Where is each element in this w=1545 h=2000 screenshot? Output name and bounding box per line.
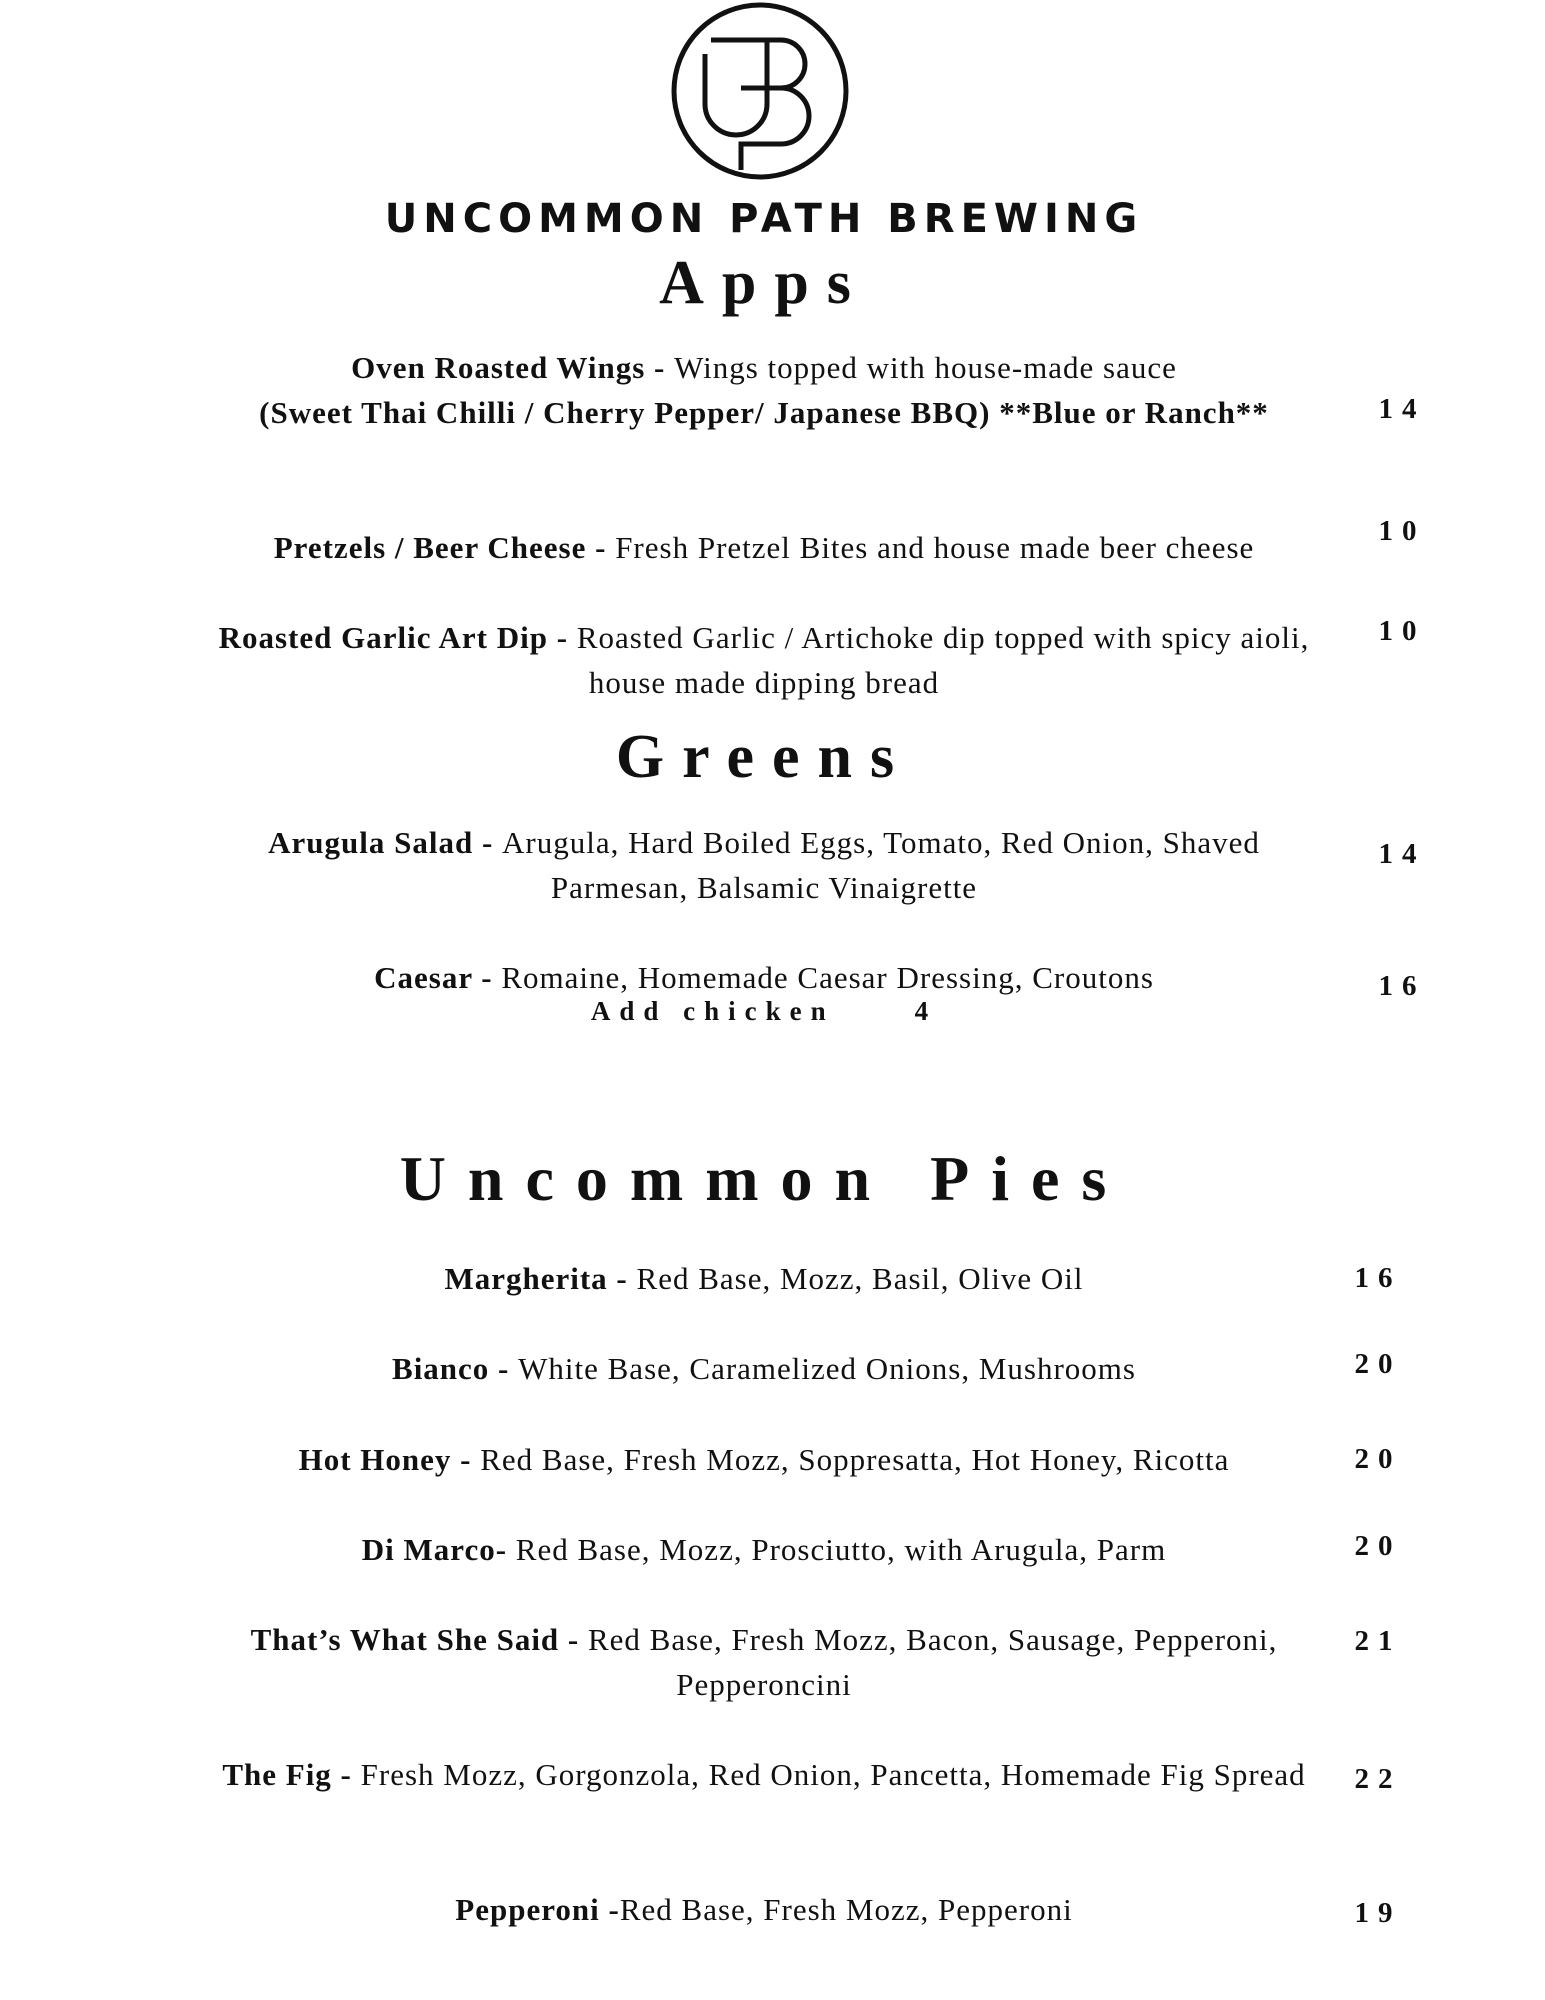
item-name: Di Marco- bbox=[361, 1532, 516, 1567]
item-name: Caesar - bbox=[374, 960, 502, 995]
menu-item-oven-roasted-wings bbox=[200, 345, 1328, 435]
item-name: Margherita - bbox=[444, 1261, 637, 1296]
menu-item-margherita bbox=[200, 1256, 1328, 1301]
menu-item-pepperoni bbox=[200, 1887, 1328, 1932]
menu-item-roasted-garlic-art-dip bbox=[200, 615, 1328, 705]
brand-name: UNCOMMON PATH BREWING bbox=[384, 196, 1144, 242]
item-description: Roasted Garlic / Artichoke dip topped with spicy aioli, house made dipping bread bbox=[576, 620, 1310, 700]
item-name: Pretzels / Beer Cheese - bbox=[273, 530, 616, 565]
item-price: 22 bbox=[1354, 1763, 1402, 1795]
menu-item-the-fig bbox=[200, 1752, 1328, 1797]
item-description: Fresh Pretzel Bites and house made beer cheese bbox=[615, 530, 1255, 565]
addon-price: 4 bbox=[914, 996, 938, 1026]
item-name: Hot Honey - bbox=[298, 1442, 481, 1477]
item-name: Bianco - bbox=[392, 1351, 519, 1386]
item-price: 10 bbox=[1378, 515, 1426, 547]
item-description: Red Base, Mozz, Prosciutto, with Arugula, Parm bbox=[515, 1532, 1167, 1567]
item-description: Red Base, Mozz, Basil, Olive Oil bbox=[636, 1261, 1084, 1296]
item-name: Oven Roasted Wings - bbox=[351, 350, 675, 385]
menu-item-caesar bbox=[200, 955, 1328, 1000]
item-name: Arugula Salad - bbox=[268, 825, 503, 860]
item-description: Fresh Mozz, Gorgonzola, Red Onion, Pancetta, Homemade Fig Spread bbox=[360, 1757, 1306, 1792]
item-description-sauces: (Sweet Thai Chilli / Cherry Pepper/ Japanese BBQ) **Blue or Ranch** bbox=[259, 395, 1269, 430]
item-price: 10 bbox=[1378, 615, 1426, 647]
item-price: 16 bbox=[1354, 1262, 1402, 1294]
item-description: Red Base, Fresh Mozz, Pepperoni bbox=[619, 1892, 1073, 1927]
item-price: 20 bbox=[1354, 1348, 1402, 1380]
item-description: Red Base, Fresh Mozz, Soppresatta, Hot Honey, Ricotta bbox=[480, 1442, 1230, 1477]
item-name: Roasted Garlic Art Dip - bbox=[218, 620, 577, 655]
item-price: 14 bbox=[1378, 838, 1426, 870]
item-price: 16 bbox=[1378, 970, 1426, 1002]
item-price: 14 bbox=[1378, 393, 1426, 425]
item-description: Red Base, Fresh Mozz, Bacon, Sausage, Pepperoni, Pepperoncini bbox=[588, 1622, 1278, 1702]
menu-item-bianco bbox=[200, 1346, 1328, 1391]
item-description: White Base, Caramelized Onions, Mushrooms bbox=[518, 1351, 1136, 1386]
item-price: 19 bbox=[1354, 1897, 1402, 1929]
section-title-apps: Apps bbox=[659, 249, 869, 317]
menu-item-pretzels-beer-cheese bbox=[200, 525, 1328, 570]
menu-item-thats-what-she-said bbox=[200, 1617, 1328, 1707]
addon-chicken bbox=[0, 996, 1528, 1027]
menu-item-arugula-salad bbox=[200, 820, 1328, 910]
addon-label: Add chicken bbox=[590, 996, 835, 1026]
menu-item-hot-honey bbox=[200, 1437, 1328, 1482]
item-price: 21 bbox=[1354, 1625, 1402, 1657]
ub-monogram-logo-icon bbox=[669, 0, 851, 182]
menu-item-di-marco bbox=[200, 1527, 1328, 1572]
item-price: 20 bbox=[1354, 1443, 1402, 1475]
section-title-greens: Greens bbox=[615, 723, 913, 791]
section-title-pies: Uncommon Pies bbox=[399, 1143, 1129, 1214]
item-name: That’s What She Said - bbox=[250, 1622, 588, 1657]
item-description: Romaine, Homemade Caesar Dressing, Croutons bbox=[501, 960, 1154, 995]
item-name: The Fig - bbox=[222, 1757, 361, 1792]
item-name: Pepperoni - bbox=[455, 1892, 620, 1927]
item-description: Wings topped with house-made sauce bbox=[674, 350, 1177, 385]
item-description: Arugula, Hard Boiled Eggs, Tomato, Red Onion, Shaved Parmesan, Balsamic Vinaigrette bbox=[502, 825, 1260, 905]
item-price: 20 bbox=[1354, 1530, 1402, 1562]
